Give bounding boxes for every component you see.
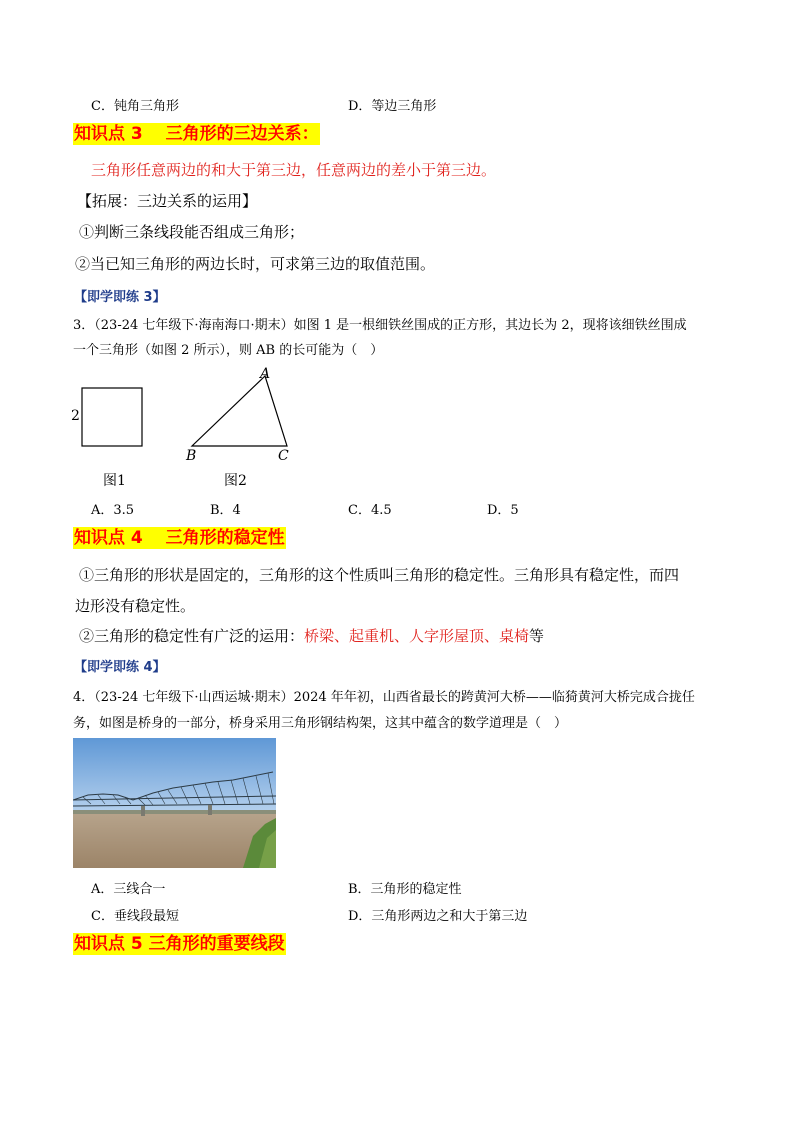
practice3-question-line1: 3．（23-24 七年级下·海南海口·期末）如图 1 是一根细铁丝围成的正方形，其边长为 2，现将该细铁丝围成 (73, 318, 687, 333)
practice4-question-line1: 4．（23-24 七年级下·山西运城·期末）2024 年年初，山西省最长的跨黄河大桥——临猗黄河大桥完成合拢任 (73, 690, 695, 705)
practice4-question-line2: 务，如图是桥身的一部分，桥身采用三角形钢结构架，这其中蕴含的数学道理是（ ） (73, 716, 568, 731)
river-water (73, 812, 276, 868)
kp3-expand-title: 【拓展：三边关系的运用】 (77, 192, 258, 210)
kp4-para1-line2: 边形没有稳定性。 (75, 597, 196, 615)
vertex-c-label: C (278, 448, 289, 464)
practice4-option-a: A．三线合一 (91, 882, 166, 897)
figure-2-triangle (185, 368, 300, 458)
kp3-rule: 三角形任意两边的和大于第三边，任意两边的差小于第三边。 (91, 161, 497, 179)
kp4-para2-examples: 桥梁、起重机、人字形屋顶、桌椅 (304, 627, 530, 645)
bridge-pier (141, 806, 145, 816)
kp3-item-2: ②当已知三角形的两边长时，可求第三边的取值范围。 (75, 255, 436, 273)
practice4-option-d: D．三角形两边之和大于第三边 (348, 909, 528, 924)
practice4-tag: 【即学即练 4】 (74, 660, 166, 675)
practice3-option-c: C．4.5 (348, 503, 392, 518)
bridge-photo (73, 738, 276, 868)
kp4-para2-prefix: ②三角形的稳定性有广泛的运用： (79, 627, 305, 645)
practice3-option-d: D．5 (487, 503, 519, 518)
kp4-para1-line1: ①三角形的形状是固定的，三角形的这个性质叫三角形的稳定性。三角形具有稳定性，而四 (79, 566, 680, 584)
kp4-para2 (79, 625, 544, 646)
kp4-para2-suffix: 等 (529, 627, 545, 645)
vertex-a-label: A (260, 366, 271, 382)
triangle-shape (192, 376, 287, 446)
practice3-option-b: B．4 (210, 503, 241, 518)
option-c-q2: C．钝角三角形 (91, 99, 179, 114)
practice3-option-a: A．3.5 (91, 503, 135, 518)
kp4-heading: 知识点 4 三角形的稳定性 (74, 528, 285, 548)
kp3-item-1: ①判断三条线段能否组成三角形； (79, 223, 305, 241)
practice4-option-c: C．垂线段最短 (91, 909, 179, 924)
practice3-question-line2: 一个三角形（如图 2 所示），则 AB 的长可能为（ ） (73, 343, 384, 358)
figure-1-side-label: 2 (71, 408, 80, 424)
kp3-heading: 知识点 3 三角形的三边关系： (74, 124, 319, 144)
figure-1-square (68, 380, 158, 455)
option-d-q2: D．等边三角形 (348, 99, 437, 114)
figure-2-caption: 图2 (224, 473, 247, 489)
figure-1-caption: 图1 (103, 473, 126, 489)
square-shape (82, 388, 142, 446)
kp5-heading: 知识点 5 三角形的重要线段 (74, 934, 285, 954)
practice4-option-b: B．三角形的稳定性 (348, 882, 462, 897)
bridge-pier (208, 805, 212, 815)
far-bank (73, 810, 276, 814)
practice3-tag: 【即学即练 3】 (74, 290, 166, 305)
vertex-b-label: B (186, 448, 197, 464)
